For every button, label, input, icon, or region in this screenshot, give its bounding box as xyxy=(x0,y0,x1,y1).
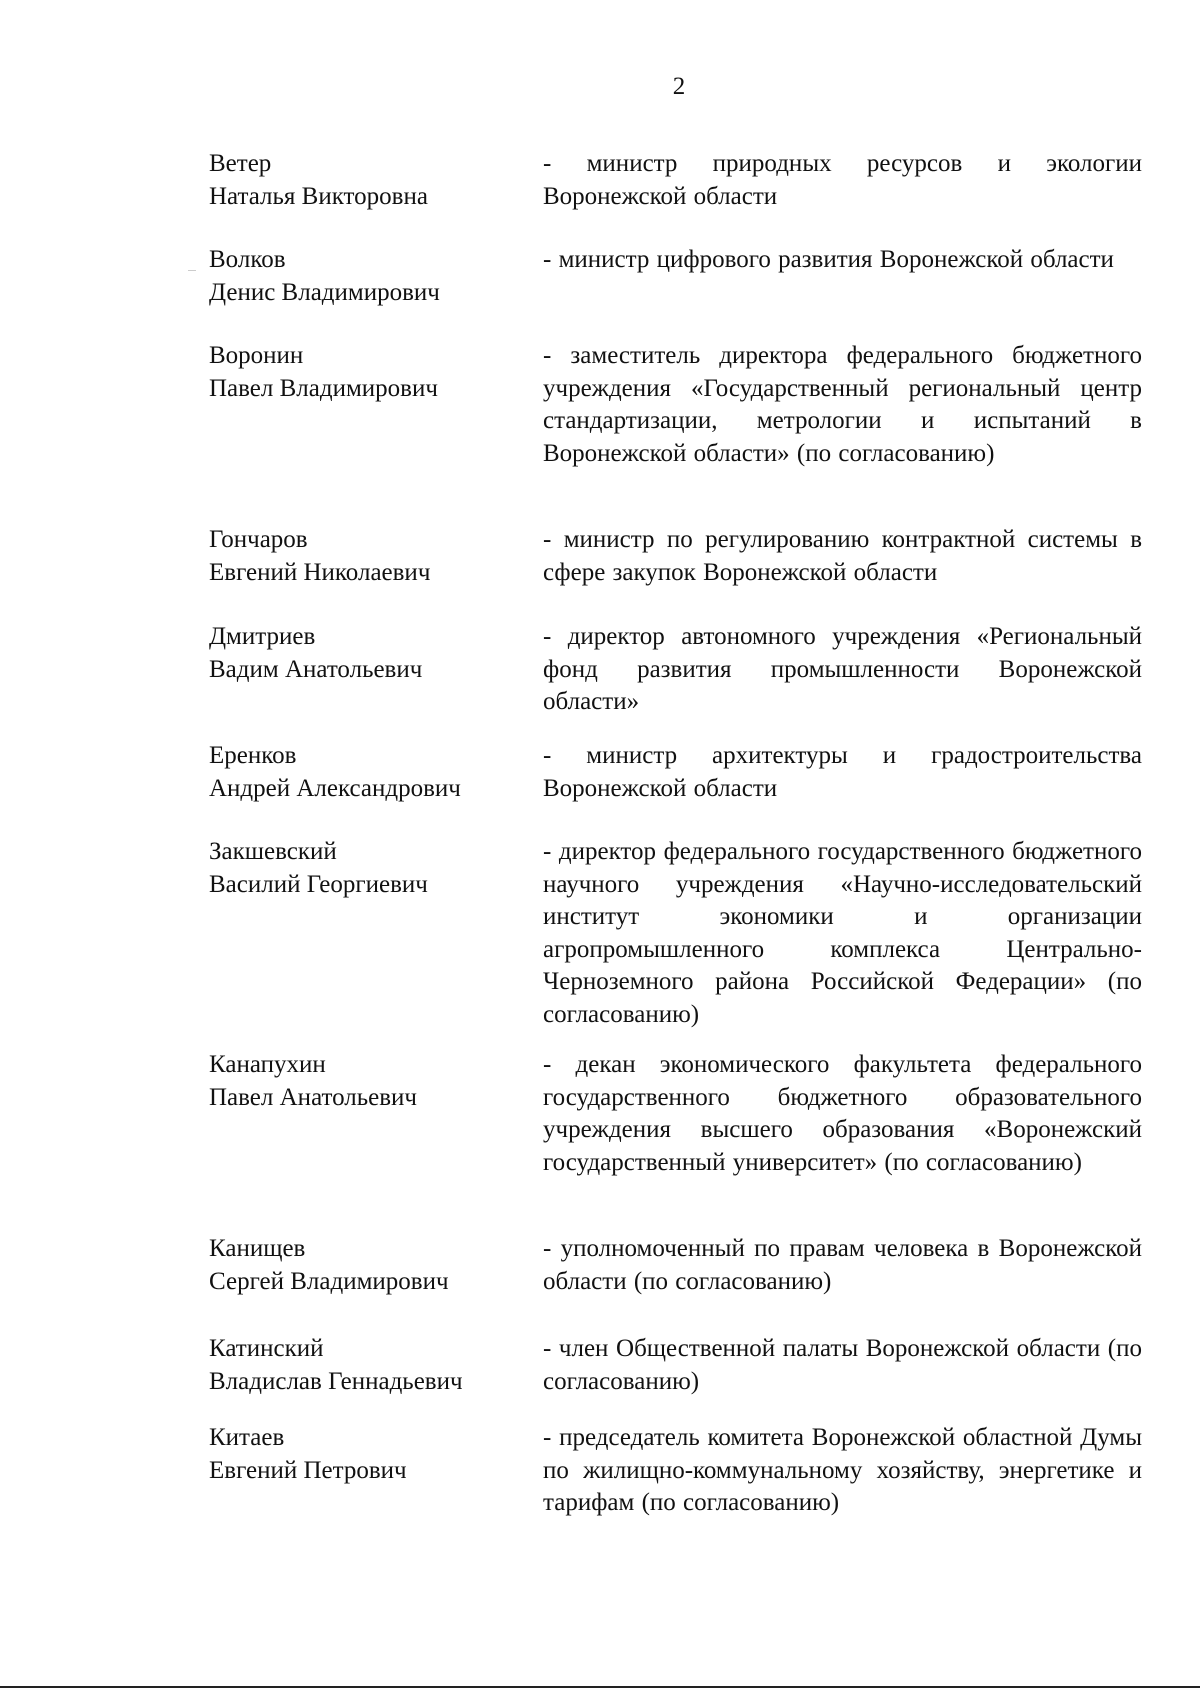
member-position: - член Общественной палаты Воронежской области (по согласованию) xyxy=(543,1335,1142,1395)
member-position: - декан экономического факультета федерального государственного бюджетного образовательного учреждения высшего образования «Воронежский государственный университет» (по согласованию) xyxy=(543,1051,1142,1176)
member-position: - заместитель директора федерального бюджетного учреждения «Государственный региональный центр стандартизации, метрологии и испытаний в Воронежской области» (по согласованию) xyxy=(543,342,1142,467)
member-position: - министр природных ресурсов и экологии Воронежской области xyxy=(543,150,1142,210)
member-given-names: Евгений Петрович xyxy=(209,1456,407,1484)
member-given-names: Павел Владимирович xyxy=(209,374,438,402)
member-name xyxy=(209,148,529,213)
member-position: - уполномоченный по правам человека в Воронежской области (по согласованию) xyxy=(543,1235,1142,1295)
member-name xyxy=(209,1422,529,1487)
member-name xyxy=(209,740,529,805)
member-name xyxy=(209,621,529,686)
member-surname: Воронин xyxy=(209,342,304,369)
member-name xyxy=(209,244,529,309)
member-given-names: Евгений Николаевич xyxy=(209,558,431,586)
member-name xyxy=(209,1333,529,1398)
member-surname: Катинский xyxy=(209,1335,324,1362)
member-surname: Китаев xyxy=(209,1424,285,1451)
member-position: - министр цифрового развития Воронежской области xyxy=(543,246,1114,273)
member-surname: Канапухин xyxy=(209,1051,326,1078)
member-position: - министр по регулированию контрактной системы в сфере закупок Воронежской области xyxy=(543,526,1142,586)
member-surname: Канищев xyxy=(209,1235,306,1262)
member-given-names: Наталья Викторовна xyxy=(209,182,428,210)
member-position: - директор автономного учреждения «Региональный фонд развития промышленности Воронежской области» xyxy=(543,623,1142,715)
member-name xyxy=(209,1233,529,1298)
member-given-names: Сергей Владимирович xyxy=(209,1267,449,1295)
bottom-rule xyxy=(0,1686,1200,1688)
member-name xyxy=(209,524,529,589)
member-position: - министр архитектуры и градостроительства Воронежской области xyxy=(543,742,1142,802)
member-surname: Ветер xyxy=(209,150,272,177)
scan-speck xyxy=(188,270,196,271)
member-given-names: Денис Владимирович xyxy=(209,278,440,306)
page-number: 2 xyxy=(672,73,686,100)
member-surname: Дмитриев xyxy=(209,623,316,650)
member-surname: Волков xyxy=(209,246,286,273)
member-name xyxy=(209,836,529,901)
member-surname: Закшевский xyxy=(209,838,337,865)
member-given-names: Павел Анатольевич xyxy=(209,1083,418,1111)
member-given-names: Андрей Александрович xyxy=(209,774,461,802)
member-given-names: Владислав Геннадьевич xyxy=(209,1367,463,1395)
member-surname: Гончаров xyxy=(209,526,308,553)
member-position: - председатель комитета Воронежской областной Думы по жилищно-коммунальному хозяйству, энергетике и тарифам (по согласованию) xyxy=(543,1424,1142,1516)
member-name xyxy=(209,1049,529,1114)
member-given-names: Вадим Анатольевич xyxy=(209,655,423,683)
member-given-names: Василий Георгиевич xyxy=(209,870,428,898)
member-position: - директор федерального государственного бюджетного научного учреждения «Научно-исследовательский институт экономики и организации агропромышленного комплекса Центрально-Черноземного района Российской Федерации» (по согласованию) xyxy=(543,838,1142,1028)
member-name xyxy=(209,340,529,405)
member-surname: Еренков xyxy=(209,742,297,769)
